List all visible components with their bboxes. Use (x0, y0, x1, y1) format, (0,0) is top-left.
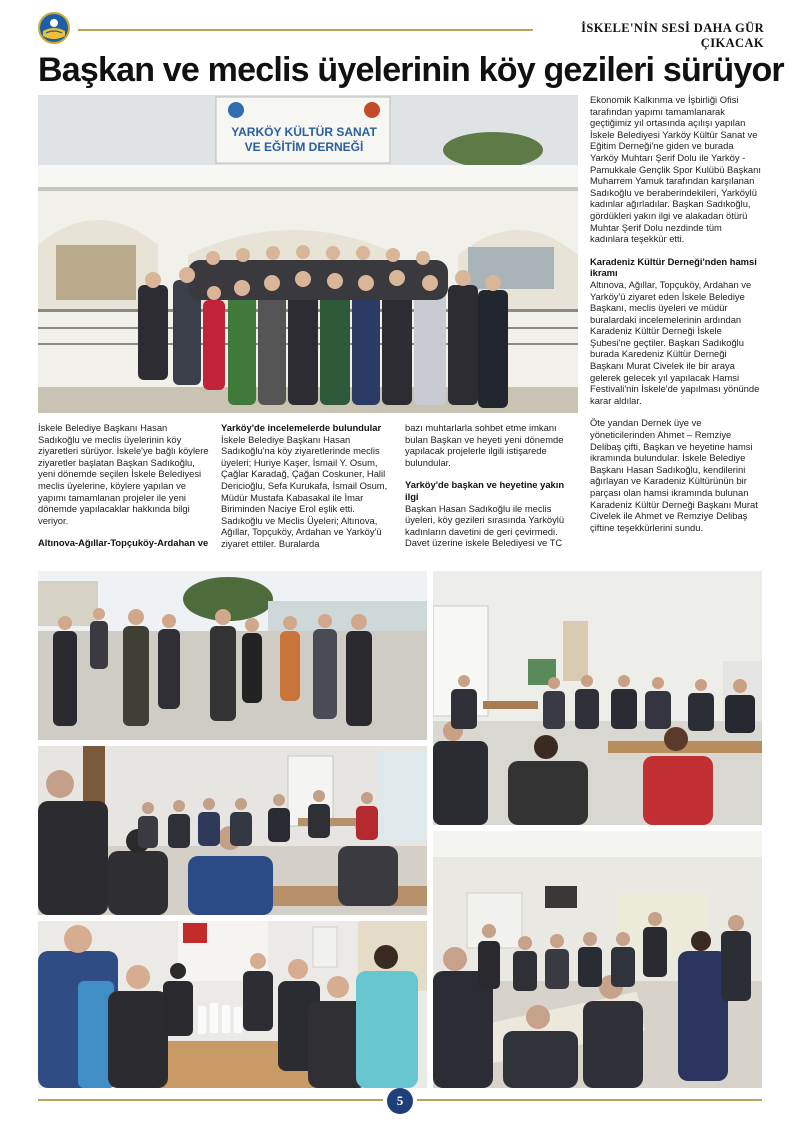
sign-text-line2: VE EĞİTİM DERNEĞİ (244, 140, 364, 154)
photo-hamsi-dinner (433, 831, 762, 1088)
subheading: Karadeniz Kültür Derneği'nden hamsi ikramı (590, 255, 757, 279)
photo-indoor-meeting-1 (433, 571, 762, 825)
page-number-badge (387, 1088, 413, 1114)
municipality-logo (38, 12, 70, 44)
paragraph: İskele Belediye Başkanı Hasan Sadıkoğlu ve meclis üyelerinin köy ziyaretleri sürüyor. İskele'ye bağlı köylere ziyaretler başlatan Başkan Sadıkoğlu, yeni dönemde seçilen İskele Belediyesi meclis üyelerine, köylere yapılan ve yapımı tamamlanan projeler ile yeni dönemde yapılacaklar hakkında bilgi veriyor. (38, 422, 209, 526)
group-photo-yarkoy (38, 95, 578, 413)
paragraph: Altınova, Ağıllar, Topçuköy, Ardahan ve Yarköy'ü ziyaret eden İskele Belediye Başkanı, meclis üyeleri ve müdür buralardaki incelemelerinin ardından Karadeniz Kültür Derneği İskele Şubesi'ne geçtiler. Başkan Sadıkoğlu burada Karedeniz Kültür Derneği Başkanı Murat Civelek ile bir araya gelerek gelecek yıl yapılacak Hamsi Festivali'nin İskele'de yapılması yönünde karar aldılar. (590, 278, 760, 406)
header-rule (78, 29, 533, 31)
subheading: Altınova-Ağıllar-Topçuköy-Ardahan ve (38, 537, 209, 549)
footer-rule-left (38, 1099, 383, 1101)
paragraph: Öte yandan Dernek üye ve yöneticilerinden Ahmet – Remziye Delibaş çifti, Başkan ve heyetine hamsi ikramında bulundular. İskele Belediye Başkanı Hasan Sadıkoğlu, kendilerini ağırlayan ve Karadeniz Kültürünün bir parçası olan hamsi ikramında bulunan Karadeniz Kültür Derneği Başkanı Murat Civelek ile Ahmet ve Remziye Delibaş çiftine teşekkürlerini sundu. (590, 417, 758, 533)
paragraph: İskele Belediye Başkanı Hasan Sadıkoğlu'na köy ziyaretlerinde meclis üyeleri; Huriye Kaşer, İsmail Y. Osum, Çağlar Karadağ, Çağan Coskuner, Halil Dericioğlu, Sefa Kurukafa, İsmail Osum, Müdür Mustafa Kabasakal ile İmar Biriminden Naciye Erol eşlik etti. Sadıkoğlu ve Meclis Üyeleri; Altınova, Ağıllar, Topçuköy, Ardahan ve Yarköy'ü ziyaret ettiler. Buralarda (221, 433, 388, 549)
photo-women-dinner (38, 921, 427, 1088)
text-column-2 (221, 422, 393, 550)
text-column-right (590, 94, 762, 533)
paragraph: Ekonomik Kalkınma ve İşbirliği Ofisi tarafından yapımı tamamlanarak geçtiğimiz yıl ortasında açılışı yapılan İskele Belediyesi Yarköy Kültür Sanat ve Eğitim Derneği'ne giden ve burada Yarköy Muhtarı Şerif Dolu ile Yarköy -Pamukkale Gençlik Spor Kulübü Başkanı Muharrem Yamuk tarafından karşılanan Sadıkoğlu ve beraberindekileri, Yarköylü kadınlar ağırladılar. Başkan Sadıkoğlu, gördükleri yakın ilgi ve alakadan ötürü Muhtar Şerif Dolu nezdinde tüm kadınlara teşekkür etti. (590, 94, 761, 245)
subheading: Yarköy'de başkan ve heyetine yakın ilgi (405, 479, 565, 502)
photo-indoor-meeting-2 (38, 746, 427, 915)
photo-outdoor-visit (38, 571, 427, 740)
paragraph: Başkan Hasan Sadıkoğlu ile meclis üyeleri, köy gezileri sırasında Yarköylü kadınların davetini de geri çevirmedi. Davet üzerine iskele Belediyesi ve TC (405, 502, 565, 549)
header-slogan: İSKELE'NİN SESİ DAHA GÜR ÇIKACAK (581, 21, 764, 50)
text-column-3 (405, 422, 577, 549)
page-number: 5 (396, 1093, 404, 1108)
footer-rule-right (417, 1099, 762, 1101)
sign-text-line1: YARKÖY KÜLTÜR SANAT (231, 125, 377, 139)
text-column-1 (38, 422, 210, 549)
paragraph: bazı muhtarlarla sohbet etme imkanı bulan Başkan ve heyeti yeni dönemde yapılacak projelerle ilgili istişarede bulundular. (405, 422, 564, 468)
subheading: Yarköy'de incelemelerde bulundular (221, 422, 382, 433)
article-headline: Başkan ve meclis üyelerinin köy gezileri sürüyor (38, 51, 784, 89)
